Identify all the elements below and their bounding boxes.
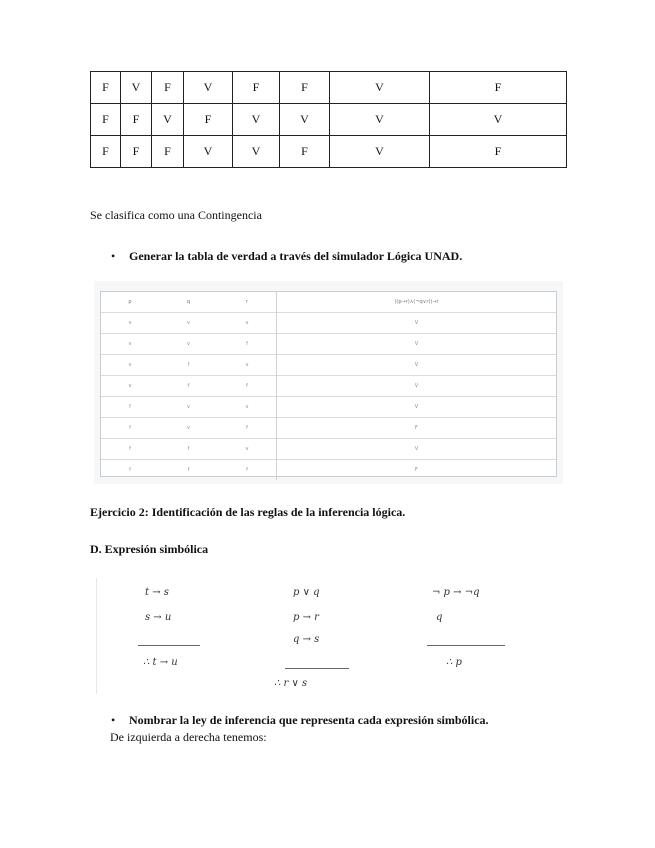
simulator-row <box>101 355 556 376</box>
simulator-row <box>101 397 556 418</box>
simulator-row <box>101 439 556 460</box>
simulator-header-row <box>101 292 556 313</box>
table-cell: V <box>184 136 233 168</box>
simulator-cell: f <box>218 334 277 355</box>
expr-right-rule <box>427 645 505 646</box>
simulator-screenshot <box>94 281 563 484</box>
simulator-cell: f <box>101 439 159 460</box>
expr-right-conclusion: ∴ p <box>446 657 462 668</box>
section-heading: D. Expresión simbólica <box>90 542 209 556</box>
simulator-cell: V <box>277 355 557 376</box>
table-cell: F <box>152 72 184 104</box>
table-cell: F <box>184 104 233 136</box>
simulator-cell: f <box>101 397 159 418</box>
expr-right-premise-1: ¬ p → ¬q <box>432 587 480 598</box>
simulator-cell: V <box>277 313 557 334</box>
simulator-cell: F <box>277 460 557 481</box>
table-cell: F <box>430 136 567 168</box>
simulator-cell: V <box>277 376 557 397</box>
table-cell: F <box>91 72 121 104</box>
simulator-row <box>101 334 556 355</box>
expr-left-conclusion: ∴ t → u <box>143 657 178 668</box>
simulator-cell: v <box>159 313 218 334</box>
simulator-header-cell: q <box>186 299 191 305</box>
table-cell: F <box>233 72 280 104</box>
table-cell: V <box>330 104 430 136</box>
expr-middle-premise-1: p ∨ q <box>293 587 320 598</box>
table-cell: F <box>91 136 121 168</box>
bullet-name-law <box>111 713 489 728</box>
simulator-cell: v <box>101 334 159 355</box>
simulator-cell: f <box>159 460 218 481</box>
simulator-row <box>101 313 556 334</box>
table-cell: F <box>121 136 152 168</box>
simulator-cell: v <box>218 355 277 376</box>
classification-text: Se clasifica como una Contingencia <box>90 208 262 222</box>
truth-table <box>90 71 567 168</box>
table-cell: F <box>152 136 184 168</box>
simulator-row <box>101 418 556 439</box>
table-row <box>91 136 567 168</box>
table-cell: F <box>121 104 152 136</box>
table-cell: F <box>430 72 567 104</box>
symbolic-expressions <box>96 578 544 692</box>
expr-middle-rule <box>285 668 349 669</box>
simulator-cell: v <box>101 313 159 334</box>
table-cell: V <box>233 104 280 136</box>
simulator-row <box>101 460 556 481</box>
table-cell: V <box>121 72 152 104</box>
simulator-row <box>101 376 556 397</box>
simulator-cell: V <box>277 334 557 355</box>
expr-middle-premise-2: p → r <box>293 612 319 623</box>
simulator-cell: f <box>218 418 277 439</box>
table-cell: F <box>280 72 330 104</box>
table-cell: V <box>152 104 184 136</box>
table-cell: V <box>330 136 430 168</box>
simulator-cell: V <box>277 439 557 460</box>
simulator-cell: f <box>218 376 277 397</box>
bullet-name-law-text: Nombrar la ley de inferencia que representa cada expresión simbólica. <box>129 713 489 727</box>
expr-left-premise-1: t → s <box>145 587 169 598</box>
simulator-cell: v <box>159 397 218 418</box>
simulator-cell: f <box>101 460 159 481</box>
simulator-header-cell: p <box>128 299 132 305</box>
simulator-cell: f <box>159 355 218 376</box>
simulator-cell: f <box>159 439 218 460</box>
table-cell: V <box>233 136 280 168</box>
simulator-cell: v <box>159 418 218 439</box>
expr-right-premise-2: q <box>436 612 443 623</box>
bullet-dot: • <box>111 249 116 263</box>
simulator-cell: f <box>218 460 277 481</box>
simulator-header-cell: ((p→r)∧(¬q∨r))→r <box>394 299 439 305</box>
table-row <box>91 104 567 136</box>
bullet-generate-table <box>111 249 463 264</box>
bullet-generate-table-text: Generar la tabla de verdad a través del simulador Lógica UNAD. <box>129 249 463 263</box>
simulator-cell: v <box>218 313 277 334</box>
simulator-cell: v <box>101 355 159 376</box>
simulator-cell: F <box>277 418 557 439</box>
table-row <box>91 72 567 104</box>
simulator-truth-table <box>101 292 556 480</box>
table-cell: V <box>430 104 567 136</box>
simulator-cell: f <box>101 418 159 439</box>
expr-left-rule <box>138 645 200 646</box>
table-cell: F <box>91 104 121 136</box>
expr-middle-premise-3: q → s <box>293 634 320 645</box>
table-cell: V <box>184 72 233 104</box>
closing-text: De izquierda a derecha tenemos: <box>110 730 267 744</box>
table-cell: V <box>280 104 330 136</box>
table-cell: V <box>330 72 430 104</box>
simulator-cell: v <box>101 376 159 397</box>
simulator-header-cell: r <box>218 292 277 313</box>
simulator-cell: v <box>218 439 277 460</box>
exercise-heading: Ejercicio 2: Identificación de las reglas de la inferencia lógica. <box>90 505 406 519</box>
simulator-cell: v <box>159 334 218 355</box>
simulator-cell: f <box>159 376 218 397</box>
table-cell: F <box>280 136 330 168</box>
simulator-cell: v <box>218 397 277 418</box>
simulator-cell: V <box>277 397 557 418</box>
expr-left-premise-2: s → u <box>145 612 172 623</box>
bullet-dot: • <box>111 713 116 727</box>
expr-middle-conclusion: ∴ r ∨ s <box>274 678 308 689</box>
